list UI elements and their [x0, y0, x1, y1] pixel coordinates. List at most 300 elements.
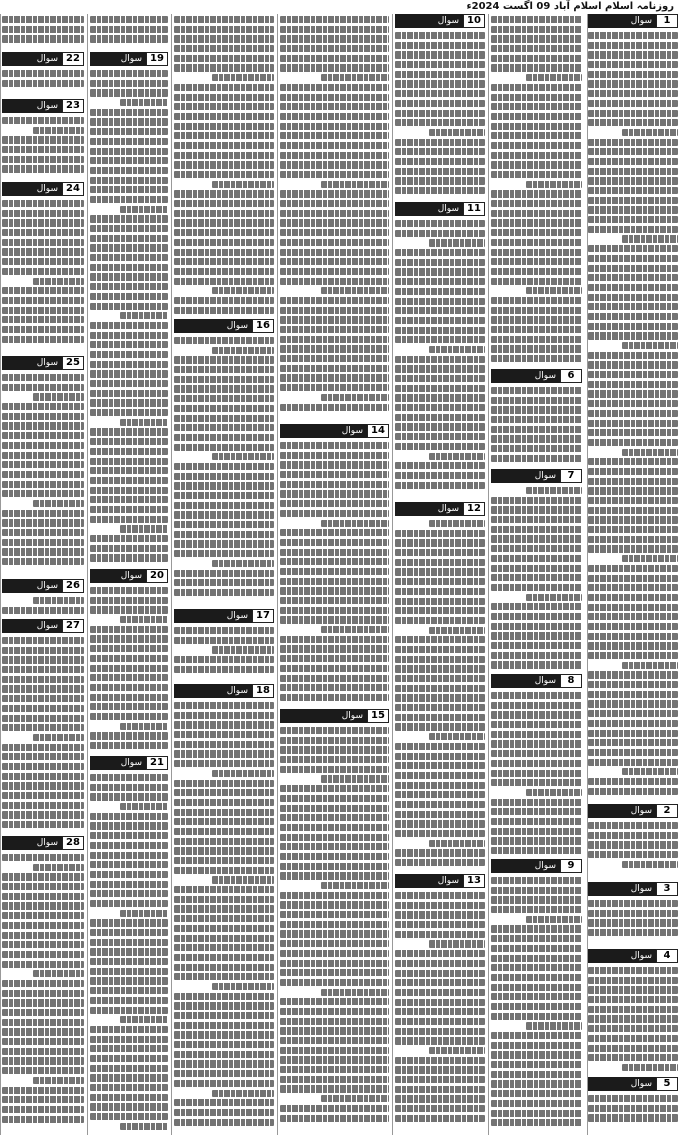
text-line: [174, 944, 274, 951]
text-line: [174, 1099, 274, 1106]
article-text: [491, 877, 582, 1133]
text-line: [90, 774, 168, 781]
text-line: [588, 633, 678, 640]
text-line: [2, 156, 84, 163]
text-line: [280, 824, 389, 831]
text-line: [280, 785, 389, 792]
text-line: [588, 604, 678, 611]
text-line: [174, 405, 274, 412]
text-line: [395, 148, 485, 155]
text-line: [622, 768, 678, 775]
question-number: 12: [463, 502, 485, 516]
text-line: [395, 714, 485, 721]
text-line: [280, 539, 389, 546]
question-number: 11: [463, 202, 485, 216]
text-line: [174, 712, 274, 719]
text-line: [2, 432, 84, 439]
text-line: [120, 525, 168, 532]
text-line: [395, 110, 485, 117]
text-line: [588, 967, 678, 974]
question-label: سوال: [33, 52, 62, 66]
text-line: [280, 210, 389, 217]
text-line: [90, 822, 168, 829]
text-line: [491, 397, 582, 404]
question-number: 13: [463, 874, 485, 888]
text-line: [174, 356, 274, 363]
text-line: [90, 70, 168, 77]
text-line: [395, 970, 485, 977]
text-line: [491, 435, 582, 442]
text-line: [491, 1042, 582, 1049]
text-line: [395, 356, 485, 363]
text-line: [491, 955, 582, 962]
text-line: [120, 616, 168, 623]
text-line: [280, 665, 389, 672]
question-label: سوال: [627, 882, 656, 896]
text-line: [395, 1076, 485, 1083]
question-number: 2: [656, 804, 678, 818]
text-line: [395, 588, 485, 595]
text-line: [491, 574, 582, 581]
question-label: سوال: [223, 319, 252, 333]
question-number-badge: [2, 99, 84, 113]
text-line: [491, 497, 582, 504]
text-line: [174, 540, 274, 547]
text-line: [491, 1061, 582, 1068]
text-line: [33, 500, 84, 507]
text-line: [174, 1109, 274, 1116]
text-line: [174, 385, 274, 392]
text-line: [526, 789, 582, 796]
text-line: [491, 416, 582, 423]
text-line: [280, 345, 389, 352]
text-line: [174, 886, 274, 893]
text-line: [491, 974, 582, 981]
text-line: [90, 303, 168, 310]
text-line: [491, 45, 582, 52]
text-line: [90, 813, 168, 820]
text-line: [2, 873, 84, 880]
article-text: [2, 200, 84, 354]
text-line: [622, 235, 678, 242]
text-line: [588, 478, 678, 485]
text-line: [174, 511, 274, 518]
text-line: [395, 801, 485, 808]
question-number-badge: [395, 502, 485, 516]
text-line: [280, 578, 389, 585]
text-line: [429, 129, 485, 136]
text-line: [588, 730, 678, 737]
text-line: [588, 119, 678, 126]
text-line: [526, 1022, 582, 1029]
text-line: [174, 434, 274, 441]
text-line: [395, 902, 485, 909]
text-line: [174, 637, 274, 644]
text-line: [90, 332, 168, 339]
text-line: [588, 575, 678, 582]
header-bar: [2, 836, 33, 850]
text-line: [280, 190, 389, 197]
text-line: [90, 399, 168, 406]
text-line: [280, 239, 389, 246]
question-number-badge: [395, 202, 485, 216]
text-line: [2, 326, 84, 333]
text-line: [90, 458, 168, 465]
text-line: [280, 587, 389, 594]
text-line: [280, 655, 389, 662]
text-line: [491, 316, 582, 323]
header-bar: [588, 1077, 627, 1091]
text-line: [491, 64, 582, 71]
text-line: [90, 361, 168, 368]
text-line: [2, 26, 84, 33]
text-line: [395, 950, 485, 957]
text-line: [2, 442, 84, 449]
text-line: [491, 1032, 582, 1039]
text-line: [491, 535, 582, 542]
text-line: [395, 472, 485, 479]
text-line: [491, 964, 582, 971]
text-line: [280, 278, 389, 285]
text-line: [588, 526, 678, 533]
text-line: [174, 132, 274, 139]
text-line: [2, 763, 84, 770]
text-line: [90, 506, 168, 513]
text-line: [491, 113, 582, 120]
text-line: [2, 792, 84, 799]
text-line: [280, 607, 389, 614]
text-line: [491, 1119, 582, 1126]
text-line: [174, 463, 274, 470]
text-line: [491, 229, 582, 236]
header-bar: [395, 202, 434, 216]
text-line: [2, 452, 84, 459]
text-line: [280, 297, 389, 304]
article-text: [491, 487, 582, 672]
text-line: [429, 733, 485, 740]
text-line: [588, 1025, 678, 1032]
text-line: [588, 1114, 678, 1121]
text-line: [491, 1013, 582, 1020]
text-line: [90, 235, 168, 242]
text-line: [491, 692, 582, 699]
question-number-badge: [2, 356, 84, 370]
text-line: [588, 778, 678, 785]
text-line: [90, 732, 168, 739]
text-line: [90, 852, 168, 859]
text-line: [588, 788, 678, 795]
text-line: [491, 877, 582, 884]
text-line: [90, 554, 168, 561]
question-label: سوال: [627, 1077, 656, 1091]
header-bar: [491, 674, 531, 688]
text-line: [212, 876, 274, 883]
text-line: [491, 355, 582, 362]
text-line: [588, 42, 678, 49]
text-line: [588, 1006, 678, 1013]
text-line: [588, 497, 678, 504]
text-line: [622, 861, 678, 868]
text-line: [395, 704, 485, 711]
text-line: [526, 487, 582, 494]
text-line: [491, 406, 582, 413]
text-line: [395, 646, 485, 653]
text-line: [395, 298, 485, 305]
text-line: [90, 1065, 168, 1072]
text-line: [33, 734, 84, 741]
text-line: [588, 361, 678, 368]
question-number-badge: [174, 319, 274, 333]
text-line: [90, 35, 168, 42]
text-line: [2, 990, 84, 997]
text-line: [174, 896, 274, 903]
text-line: [491, 1080, 582, 1087]
text-line: [280, 1085, 389, 1092]
column-4: [278, 14, 391, 1135]
question-number-badge: [491, 859, 582, 873]
text-line: [280, 795, 389, 802]
text-line: [280, 452, 389, 459]
text-line: [2, 413, 84, 420]
header-bar: [90, 756, 117, 770]
text-line: [280, 766, 389, 773]
text-line: [395, 1095, 485, 1102]
article-text: [90, 16, 168, 50]
text-line: [491, 278, 582, 285]
text-line: [622, 449, 678, 456]
question-label: سوال: [434, 202, 463, 216]
text-line: [588, 1054, 678, 1061]
article-text: [588, 1095, 678, 1133]
text-line: [395, 462, 485, 469]
text-line: [321, 520, 389, 527]
column-rule: [87, 14, 88, 1135]
text-line: [174, 395, 274, 402]
text-line: [491, 387, 582, 394]
header-bar: [395, 14, 434, 28]
text-line: [33, 278, 84, 285]
text-line: [174, 26, 274, 33]
question-number-badge: [588, 1077, 678, 1091]
article-text: [588, 900, 678, 947]
text-line: [90, 138, 168, 145]
question-number-badge: [588, 14, 678, 28]
text-line: [120, 99, 168, 106]
text-line: [588, 545, 678, 552]
text-line: [280, 404, 389, 411]
text-line: [395, 433, 485, 440]
text-line: [33, 970, 84, 977]
text-line: [2, 219, 84, 226]
question-number-badge: [2, 836, 84, 850]
column-3: [393, 14, 487, 1135]
text-line: [280, 1076, 389, 1083]
text-line: [588, 759, 678, 766]
text-line: [491, 1003, 582, 1010]
text-line: [429, 1047, 485, 1054]
text-line: [212, 560, 274, 567]
text-line: [622, 662, 678, 669]
text-line: [588, 594, 678, 601]
question-number: 19: [146, 52, 168, 66]
article-text: [588, 32, 678, 802]
question-number: 26: [62, 579, 84, 593]
text-line: [90, 467, 168, 474]
masthead-date-line: روزنامہ اسلام اسلام آباد 09 اگست 2024ء: [466, 1, 674, 12]
text-line: [395, 811, 485, 818]
text-line: [174, 809, 274, 816]
text-line: [212, 770, 274, 777]
column-rule: [392, 14, 393, 1135]
text-line: [90, 225, 168, 232]
article-text: [2, 854, 84, 1133]
newspaper-page: [0, 14, 680, 1135]
text-line: [280, 229, 389, 236]
header-bar: [2, 579, 33, 593]
text-line: [2, 510, 84, 517]
text-line: [2, 70, 84, 77]
text-line: [2, 384, 84, 391]
question-number-badge: [395, 874, 485, 888]
text-line: [33, 1077, 84, 1084]
text-line: [395, 80, 485, 87]
text-line: [395, 694, 485, 701]
article-text: [2, 637, 84, 834]
text-line: [280, 510, 389, 517]
text-line: [280, 892, 389, 899]
text-line: [588, 245, 678, 252]
text-line: [90, 215, 168, 222]
question-label: سوال: [531, 369, 560, 383]
text-line: [491, 721, 582, 728]
text-line: [90, 713, 168, 720]
header-bar: [280, 709, 338, 723]
text-line: [491, 613, 582, 620]
text-line: [280, 55, 389, 62]
text-line: [622, 342, 678, 349]
text-line: [280, 597, 389, 604]
text-line: [395, 423, 485, 430]
question-number: 8: [560, 674, 582, 688]
text-line: [491, 190, 582, 197]
text-line: [174, 113, 274, 120]
text-line: [90, 244, 168, 251]
text-line: [491, 161, 582, 168]
text-line: [588, 32, 678, 39]
text-line: [491, 1090, 582, 1097]
text-line: [491, 84, 582, 91]
article-text: [2, 70, 84, 97]
text-line: [90, 390, 168, 397]
text-line: [174, 239, 274, 246]
header-bar: [2, 52, 33, 66]
text-line: [90, 1036, 168, 1043]
text-line: [2, 481, 84, 488]
question-label: سوال: [531, 859, 560, 873]
text-line: [174, 964, 274, 971]
text-line: [588, 623, 678, 630]
text-line: [280, 336, 389, 343]
text-line: [622, 129, 678, 136]
text-line: [491, 526, 582, 533]
article-text: [491, 16, 582, 367]
question-label: سوال: [531, 469, 560, 483]
text-line: [280, 746, 389, 753]
text-line: [90, 16, 168, 23]
text-line: [280, 969, 389, 976]
text-line: [2, 268, 84, 275]
text-line: [280, 471, 389, 478]
text-line: [588, 507, 678, 514]
text-line: [2, 548, 84, 555]
text-line: [491, 623, 582, 630]
text-line: [2, 35, 84, 42]
header-bar: [174, 684, 223, 698]
text-line: [395, 568, 485, 575]
text-line: [588, 977, 678, 984]
question-number: 16: [252, 319, 274, 333]
text-line: [395, 187, 485, 194]
article-text: [2, 16, 84, 50]
article-text: [395, 220, 485, 500]
text-line: [395, 665, 485, 672]
text-line: [90, 283, 168, 290]
text-line: [280, 1018, 389, 1025]
text-line: [588, 420, 678, 427]
text-line: [588, 274, 678, 281]
text-line: [491, 326, 582, 333]
text-line: [280, 219, 389, 226]
text-line: [588, 177, 678, 184]
text-line: [90, 148, 168, 155]
text-line: [2, 239, 84, 246]
text-line: [2, 1019, 84, 1026]
text-line: [280, 365, 389, 372]
text-line: [2, 1067, 84, 1074]
text-line: [2, 165, 84, 172]
text-line: [90, 157, 168, 164]
text-line: [280, 549, 389, 556]
text-line: [395, 859, 485, 866]
text-line: [491, 837, 582, 844]
text-line: [588, 720, 678, 727]
text-line: [2, 136, 84, 143]
text-line: [280, 268, 389, 275]
text-line: [395, 559, 485, 566]
text-line: [33, 127, 84, 134]
question-number: 18: [252, 684, 274, 698]
text-line: [395, 1028, 485, 1035]
text-line: [395, 921, 485, 928]
text-line: [491, 219, 582, 226]
article-text: [2, 597, 84, 617]
header-bar: [491, 369, 531, 383]
text-line: [90, 890, 168, 897]
text-line: [174, 973, 274, 980]
text-line: [90, 645, 168, 652]
text-line: [395, 365, 485, 372]
text-line: [90, 832, 168, 839]
text-line: [395, 598, 485, 605]
text-line: [174, 1041, 274, 1048]
text-line: [2, 403, 84, 410]
text-line: [491, 249, 582, 256]
text-line: [280, 636, 389, 643]
text-line: [588, 390, 678, 397]
question-number-badge: [2, 619, 84, 633]
article-text: [174, 16, 274, 317]
text-line: [280, 142, 389, 149]
